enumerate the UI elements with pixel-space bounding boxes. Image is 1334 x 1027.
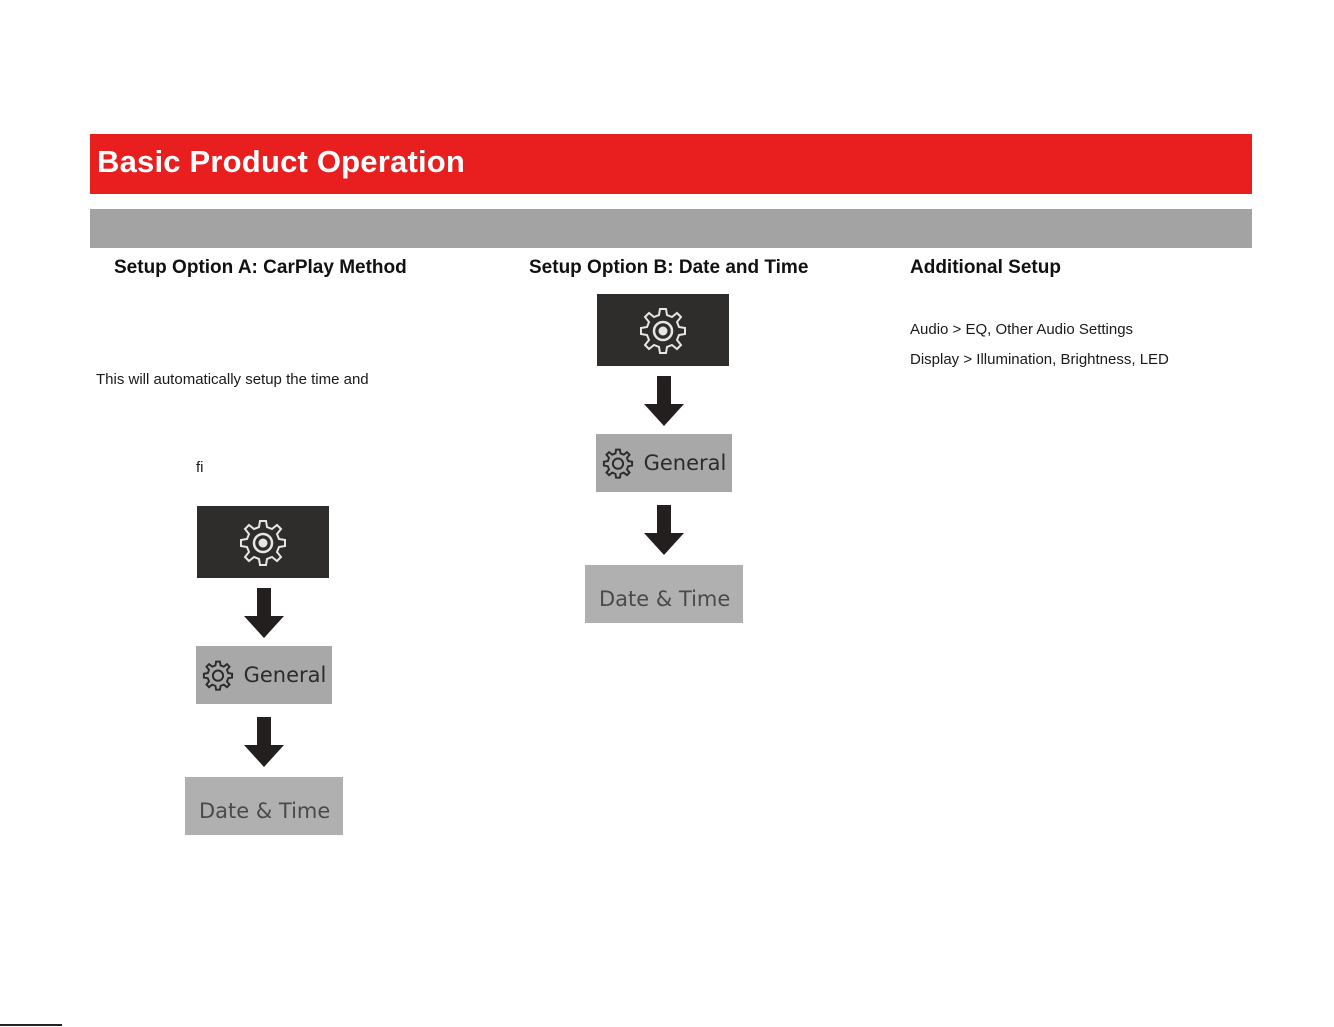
section-subbar [90, 209, 1252, 248]
arrow-down-icon [244, 717, 284, 767]
additional-item-display: Display > Illumination, Brightness, LED [910, 351, 1169, 368]
additional-item-audio: Audio > EQ, Other Audio Settings [910, 321, 1134, 338]
settings-tile-a [197, 506, 329, 578]
heading-option-b: Setup Option B: Date and Time [529, 257, 809, 278]
heading-option-a: Setup Option A: CarPlay Method [114, 257, 407, 278]
heading-additional-setup: Additional Setup [910, 257, 1061, 278]
footer-divider [0, 1024, 62, 1026]
page-title: Basic Product Operation [97, 144, 466, 179]
gear-icon [202, 659, 234, 691]
settings-gear-icon [238, 517, 288, 567]
date-time-label: Date & Time [199, 799, 331, 823]
settings-tile-b [597, 294, 729, 366]
general-label: General [243, 663, 327, 687]
option-a-description: This will automatically setup the time and [96, 371, 369, 388]
section-banner [90, 134, 1252, 194]
general-tile-a [196, 646, 332, 704]
option-a-fragment: fi [196, 459, 204, 476]
settings-gear-icon [638, 305, 688, 355]
gear-icon [602, 447, 634, 479]
date-time-tile-a [185, 777, 343, 835]
arrow-down-icon [244, 588, 284, 638]
general-label: General [643, 451, 727, 475]
date-time-tile-b [585, 565, 743, 623]
date-time-label: Date & Time [599, 587, 731, 611]
general-tile-b [596, 434, 732, 492]
arrow-down-icon [644, 505, 684, 555]
arrow-down-icon [644, 376, 684, 426]
